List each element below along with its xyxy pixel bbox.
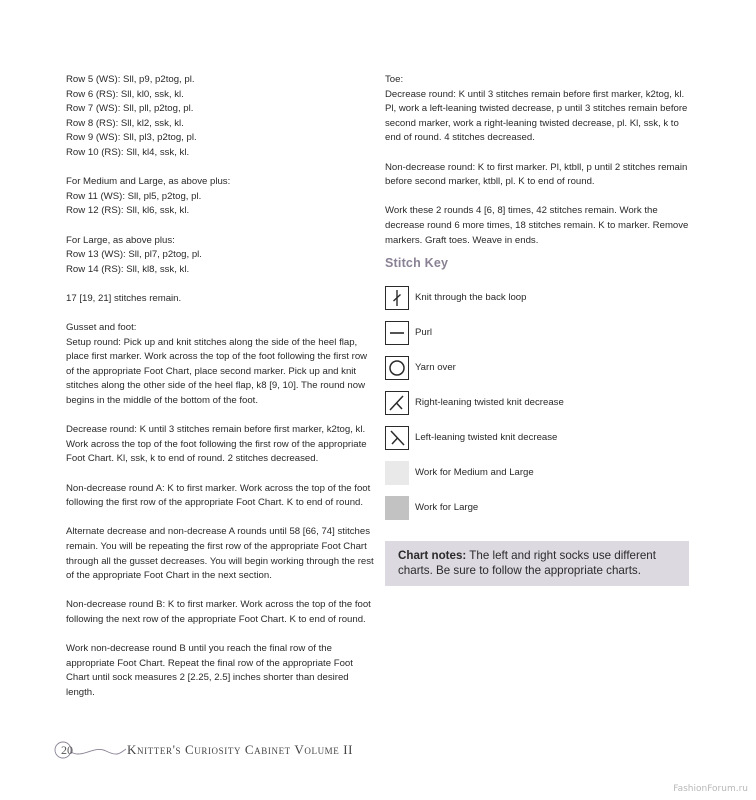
left-column — [66, 73, 376, 715]
instruction-line: Row 9 (WS): Sll, pl3, p2tog, pl. — [66, 132, 197, 144]
dark-shade-swatch — [385, 496, 409, 520]
key-label: Left-leaning twisted knit decrease — [415, 431, 558, 443]
page-number: 20 — [61, 742, 73, 757]
large-block — [66, 234, 376, 278]
key-row-large — [385, 491, 690, 526]
toe-heading: Toe: — [385, 74, 404, 85]
toe-block — [385, 73, 690, 146]
instruction-line: Row 14 (RS): Sll, kl8, ssk, kl. — [66, 263, 190, 275]
purl-icon — [385, 321, 409, 345]
watermark: FashionForum.ru — [673, 784, 748, 794]
work-non-decrease-b: Work non-decrease round B until you reach the final row of the appropriate Foot Chart. Repeat the final row of the appropriate Foot Chart until sock measures 2 [2.25, 2.5] inches shorter than desired length. — [66, 643, 353, 698]
non-decrease-round-a: Non-decrease round A: K to first marker. Work across the top of the foot following the first row of the appropriate Foot Chart. K to end of round. — [66, 482, 371, 509]
gusset-setup-block — [66, 321, 376, 409]
instruction-line: Row 12 (RS): Sll, kl6, ssk, kl. — [66, 205, 190, 217]
instruction-line: Row 6 (RS): Sll, kl0, ssk, kl. — [66, 88, 184, 100]
yarn-over-icon — [385, 356, 409, 380]
row-instructions-block — [66, 73, 376, 161]
decrease-round: Decrease round: K until 3 stitches remain before first marker, k2tog, kl. Work across the top of the foot following the first row of the appropriate Foot Chart. Kl, ssk, k to end of round. 2 stitches decreased. — [66, 424, 367, 465]
knit-tbl-icon — [385, 286, 409, 310]
medium-large-block — [66, 175, 376, 219]
key-row-yarn-over — [385, 351, 690, 386]
chart-notes-label: Chart notes: — [398, 548, 467, 562]
key-label: Purl — [415, 326, 433, 338]
instruction-line: For Medium and Large, as above plus: — [66, 176, 231, 188]
chart-notes-text: The left and right socks use different charts. Be sure to follow the appropriate charts. — [398, 548, 656, 577]
footer-title: Knitter's Curiosity Cabinet Volume II — [127, 742, 354, 757]
key-label: Right-leaning twisted knit decrease — [415, 396, 564, 408]
gusset-heading: Gusset and foot: — [66, 322, 137, 334]
instruction-line: For Large, as above plus: — [66, 234, 175, 246]
stitches-remain: 17 [19, 21] stitches remain. — [66, 292, 182, 304]
key-row-knit-tbl — [385, 281, 690, 316]
toe-non-decrease: Non-decrease round: K to first marker. Pl, ktbll, p until 2 stitches remain before second marker, ktbll, pl. K to end of round. — [385, 161, 688, 188]
instruction-line: Row 8 (RS): Sll, kl2, ssk, kl. — [66, 117, 184, 129]
stitch-key-title: Stitch Key — [385, 256, 449, 271]
left-twisted-decrease-icon — [385, 426, 409, 450]
key-label: Knit through the back loop — [415, 291, 527, 303]
key-row-right-decrease — [385, 386, 690, 421]
toe-decrease-text: Decrease round: K until 3 stitches remain before first marker, k2tog, kl. Pl, work a left-leaning twisted decrease, p until 3 stitches remain before second marker, work a right-leaning twisted decrease, pl. Kl, ssk, k to end of round. 4 stitches decreased. — [385, 88, 688, 144]
gusset-setup-text: Setup round: Pick up and knit stitches along the side of the heel flap, place first marker. Work across the top of the foot following the first row of the appropriate Foot Chart, place second marker. Pick up and knit stitches along the other side of the heel flap, k8 [9, 10]. The round now begins in the middle of the bottom of the foot. — [66, 336, 368, 407]
right-twisted-decrease-icon — [385, 391, 409, 415]
instruction-line: Row 13 (WS): Sll, pl7, p2tog, pl. — [66, 249, 202, 261]
light-shade-swatch — [385, 461, 409, 485]
chart-notes-box — [385, 541, 689, 586]
instruction-line: Row 7 (WS): Sll, pll, p2tog, pl. — [66, 103, 194, 115]
alternate-rounds: Alternate decrease and non-decrease A rounds until 58 [66, 74] stitches remain. You will be repeating the first row of the appropriate Foot Chart through all the gusset decreases. You will begin working through the rest of the appropriate Foot Chart in the next section. — [66, 526, 374, 582]
key-row-left-decrease — [385, 421, 690, 456]
key-label: Work for Medium and Large — [415, 466, 534, 478]
instruction-line: Row 11 (WS): Sll, pl5, p2tog, pl. — [66, 190, 202, 202]
toe-work: Work these 2 rounds 4 [6, 8] times, 42 stitches remain. Work the decrease round 6 more times, 18 stitches remain. K to marker. Remove markers. Graft toes. Weave in ends. — [385, 205, 689, 246]
instruction-line: Row 5 (WS): Sll, p9, p2tog, pl. — [66, 74, 195, 85]
key-label: Yarn over — [415, 361, 456, 373]
key-row-purl — [385, 316, 690, 351]
non-decrease-round-b: Non-decrease round B: K to first marker. Work across the top of the foot following the next row of the appropriate Foot Chart. K to end of round. — [66, 599, 371, 625]
instruction-line: Row 10 (RS): Sll, kl4, ssk, kl. — [66, 146, 190, 158]
page-footer — [60, 735, 353, 765]
key-row-medium-large — [385, 456, 690, 491]
key-label: Work for Large — [415, 501, 479, 513]
right-column — [385, 73, 690, 586]
